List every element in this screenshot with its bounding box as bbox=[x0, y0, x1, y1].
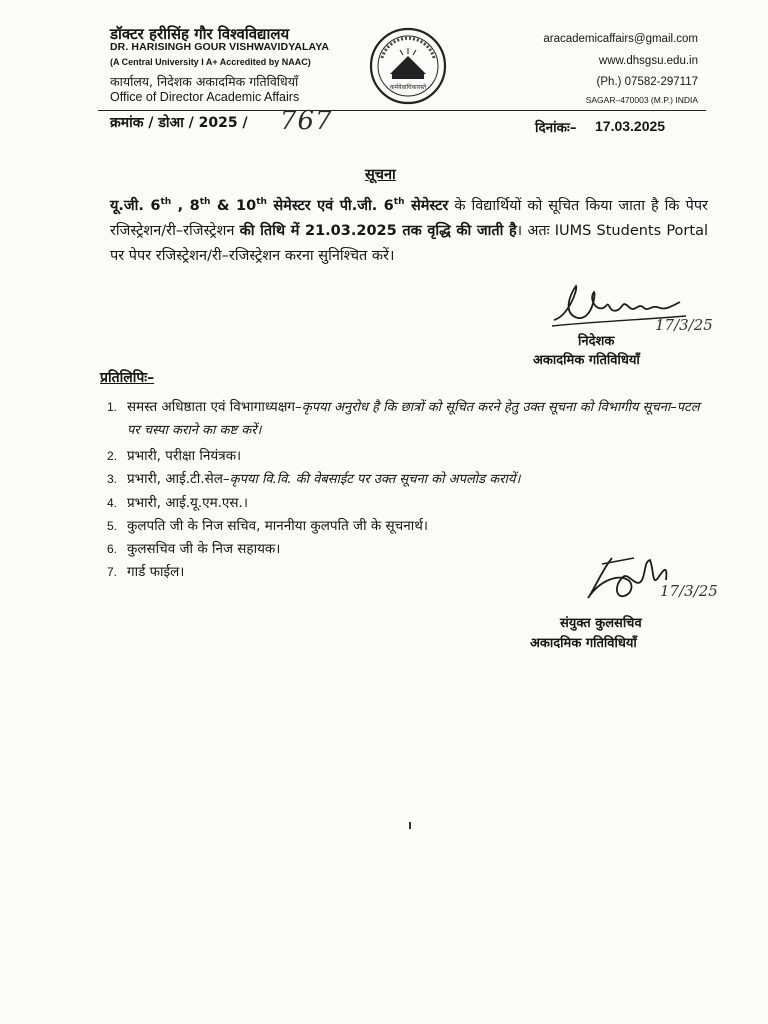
university-name-hindi: डॉक्टर हरीसिंह गौर विश्वविद्यालय bbox=[110, 25, 290, 43]
joint-registrar-title: संयुक्त कुलसचिव bbox=[560, 616, 642, 631]
notice-title: सूचना bbox=[365, 167, 396, 183]
contact-phone: (Ph.) 07582-297117 bbox=[596, 76, 698, 88]
header-divider bbox=[98, 110, 706, 111]
list-item: 1. समस्त अधिष्ठाता एवं विभागाध्यक्षग–कृपया अनुरोध है कि छात्रों को सूचित करने हेतु उक्त सूचना को विभागीय सूचना–पटल पर चस्पा कराने का कष्ट करें। bbox=[107, 399, 700, 438]
list-item: 6. कुलसचिव जी के निज सहायक। bbox=[107, 541, 281, 557]
copy-to-label: प्रतिलिपिः– bbox=[100, 370, 155, 386]
university-seal-icon bbox=[368, 26, 448, 106]
seal-motto: कर्मयेवाधिकारस्ते bbox=[389, 84, 427, 91]
office-name-hindi: कार्यालय, निदेशक अकादमिक गतिविधियाँ bbox=[110, 74, 299, 89]
notice-date: 17.03.2025 bbox=[595, 118, 666, 134]
list-item: 4. प्रभारी, आई.यू.एम.एस.। bbox=[107, 495, 248, 511]
notice-body: यू.जी. 6th , 8th & 10th सेमेस्टर एवं पी.जी. 6th सेमेस्टर के विद्यार्थियों को सूचित किया जाता है कि पेपर रजिस्ट्रेशन/री–रजिस्ट्रेशन की तिथि में 21.03.2025 तक वृद्धि की जाती है। अतः IUMS Students Portal पर पेपर रजिस्ट्रेशन/री–रजिस्ट्रेशन करना सुनिश्चित करें। bbox=[110, 197, 708, 264]
list-item: 2. प्रभारी, परीक्षा नियंत्रक। bbox=[107, 448, 242, 464]
list-item: 3. प्रभारी, आई.टी.सेल–कृपया वि.वि. की वेबसाईट पर उक्त सूचना को अपलोड करायें। bbox=[107, 471, 521, 487]
contact-website: www.dhsgsu.edu.in bbox=[598, 55, 698, 67]
director-title: निदेशक bbox=[578, 334, 615, 349]
university-name-english: DR. HARISINGH GOUR VISHWAVIDYALAYA bbox=[110, 41, 330, 53]
joint-registrar-department: अकादमिक गतिविधियाँ bbox=[530, 636, 637, 651]
reference-number-handwritten: 767 bbox=[280, 106, 333, 136]
joint-registrar-sign-date: 17/3/25 bbox=[660, 582, 718, 600]
office-name-english: Office of Director Academic Affairs bbox=[110, 90, 300, 104]
list-item: 7. गार्ड फाईल। bbox=[107, 564, 185, 580]
reference-prefix: क्रमांक / डोआ / 2025 / bbox=[110, 115, 248, 131]
list-item: 5. कुलपति जी के निज सचिव, माननीया कुलपति जी के सूचनार्थ। bbox=[107, 518, 428, 534]
contact-email: aracademicaffairs@gmail.com bbox=[543, 33, 698, 45]
scan-speck bbox=[409, 822, 411, 829]
director-sign-date: 17/3/25 bbox=[655, 316, 713, 334]
director-department: अकादमिक गतिविधियाँ bbox=[533, 353, 640, 368]
date-label: दिनांकः– bbox=[535, 120, 577, 136]
accreditation-line: (A Central University I A+ Accredited by NAAC) bbox=[110, 57, 311, 67]
contact-address: SAGAR–470003 (M.P.) INDIA bbox=[585, 95, 698, 105]
